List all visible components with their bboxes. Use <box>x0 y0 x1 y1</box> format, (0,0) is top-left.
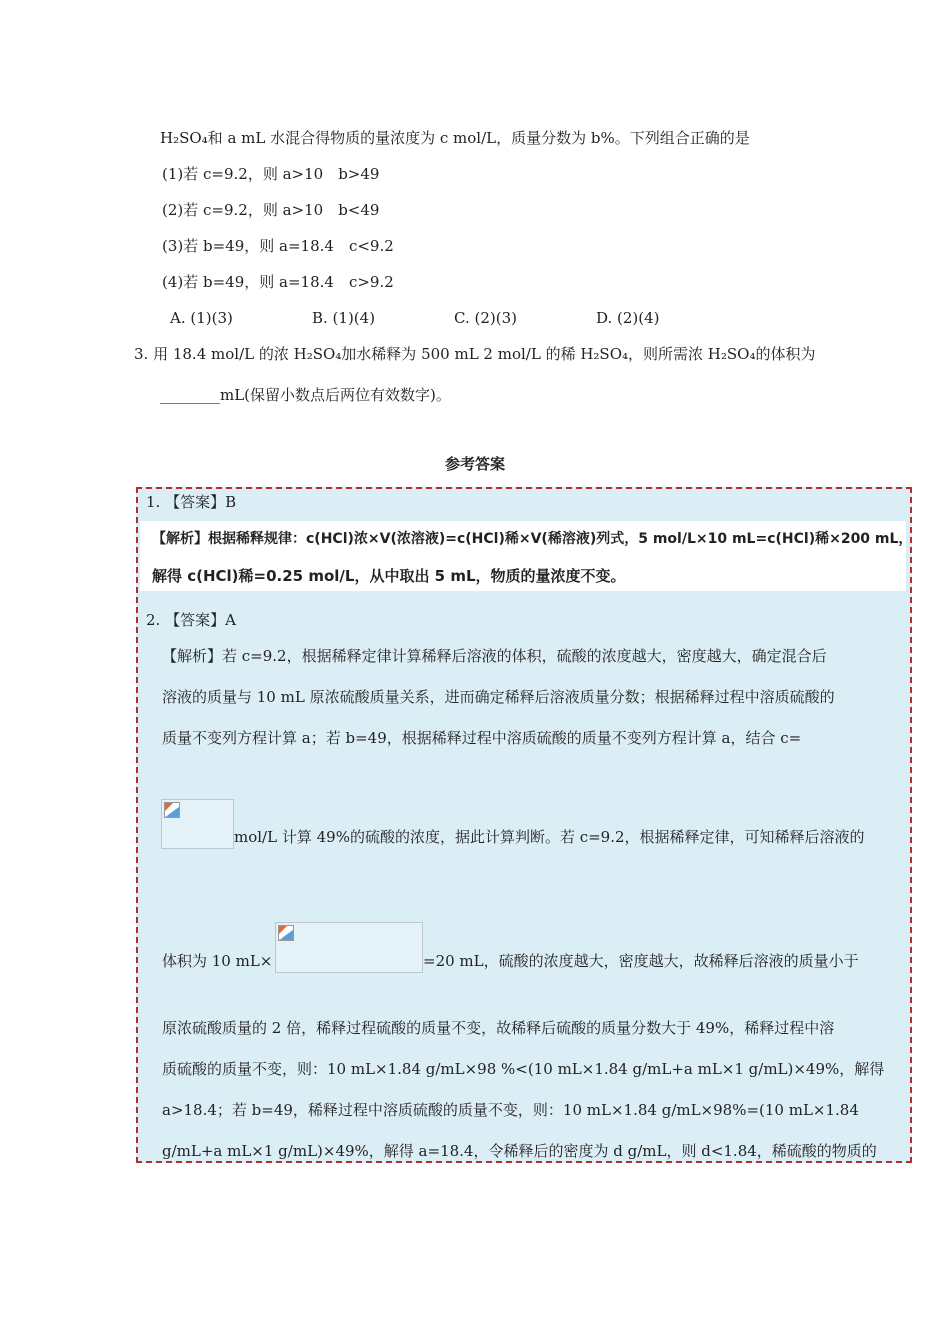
question2-item-3: (3)若 b=49，则 a=18.4 c<9.2 <box>162 237 394 255</box>
answer2-line: 【解析】若 c=9.2，根据稀释定律计算稀释后溶液的体积，硫酸的浓度越大，密度越大，确定混合后 <box>162 647 827 665</box>
answer2-line: 体积为 10 mL× <box>162 952 273 970</box>
broken-image-icon <box>278 925 294 941</box>
answer2-line: 质量不变列方程计算 a；若 b=49，根据稀释过程中溶质硫酸的质量不变列方程计算 a，结合 c= <box>162 729 802 747</box>
question2-option-a: A. (1)(3) <box>170 309 233 327</box>
answer1-analysis-line2: 解得 c(HCl)稀=0.25 mol/L，从中取出 5 mL，物质的量浓度不变。 <box>152 567 626 585</box>
answer2-line: a>18.4；若 b=49，稀释过程中溶质硫酸的质量不变，则：10 mL×1.84 g/mL×98%=(10 mL×1.84 <box>162 1101 859 1119</box>
answer2-line: 质硫酸的质量不变，则：10 mL×1.84 g/mL×98 %<(10 mL×1.84 g/mL+a mL×1 g/mL)×49%，解得 <box>162 1060 885 1078</box>
question2-intro: H₂SO₄和 a mL 水混合得物质的量浓度为 c mol/L，质量分数为 b%。下列组合正确的是 <box>160 129 750 147</box>
question3-blank: ________mL(保留小数点后两位有效数字)。 <box>160 386 451 404</box>
broken-image-icon <box>164 802 180 818</box>
answer1-label: 1. 【答案】B <box>146 493 237 511</box>
answer2-line: 溶液的质量与 10 mL 原浓硫酸质量关系，进而确定稀释后溶液质量分数；根据稀释过程中溶质硫酸的 <box>162 688 835 706</box>
question2-item-4: (4)若 b=49，则 a=18.4 c>9.2 <box>162 273 394 291</box>
answer2-line: g/mL+a mL×1 g/mL)×49%，解得 a=18.4，令稀释后的密度为 d g/mL，则 d<1.84，稀硫酸的物质的 <box>162 1142 877 1160</box>
formula-image-2 <box>275 922 423 973</box>
answer2-line: 原浓硫酸质量的 2 倍，稀释过程硫酸的质量不变，故稀释后硫酸的质量分数大于 49%，稀释过程中溶 <box>162 1019 835 1037</box>
question2-item-2: (2)若 c=9.2，则 a>10 b<49 <box>162 201 380 219</box>
question2-option-b: B. (1)(4) <box>312 309 376 327</box>
question3-text: 3. 用 18.4 mol/L 的浓 H₂SO₄加水稀释为 500 mL 2 mol/L 的稀 H₂SO₄，则所需浓 H₂SO₄的体积为 <box>134 345 816 363</box>
question2-option-c: C. (2)(3) <box>454 309 517 327</box>
answer1-analysis-line1: 【解析】根据稀释规律：c(HCl)浓×V(浓溶液)=c(HCl)稀×V(稀溶液)列式，5 mol/L×10 mL=c(HCl)稀×200 mL， <box>152 531 913 547</box>
question2-item-1: (1)若 c=9.2，则 a>10 b>49 <box>162 165 380 183</box>
formula-image-1 <box>161 799 234 849</box>
answers-title: 参考答案 <box>444 455 505 473</box>
answer2-line: =20 mL，硫酸的浓度越大，密度越大，故稀释后溶液的质量小于 <box>423 952 859 970</box>
answer2-label: 2. 【答案】A <box>146 611 236 629</box>
answer2-line: mol/L 计算 49%的硫酸的浓度，据此计算判断。若 c=9.2，根据稀释定律，可知稀释后溶液的 <box>234 828 865 846</box>
question2-option-d: D. (2)(4) <box>596 309 660 327</box>
